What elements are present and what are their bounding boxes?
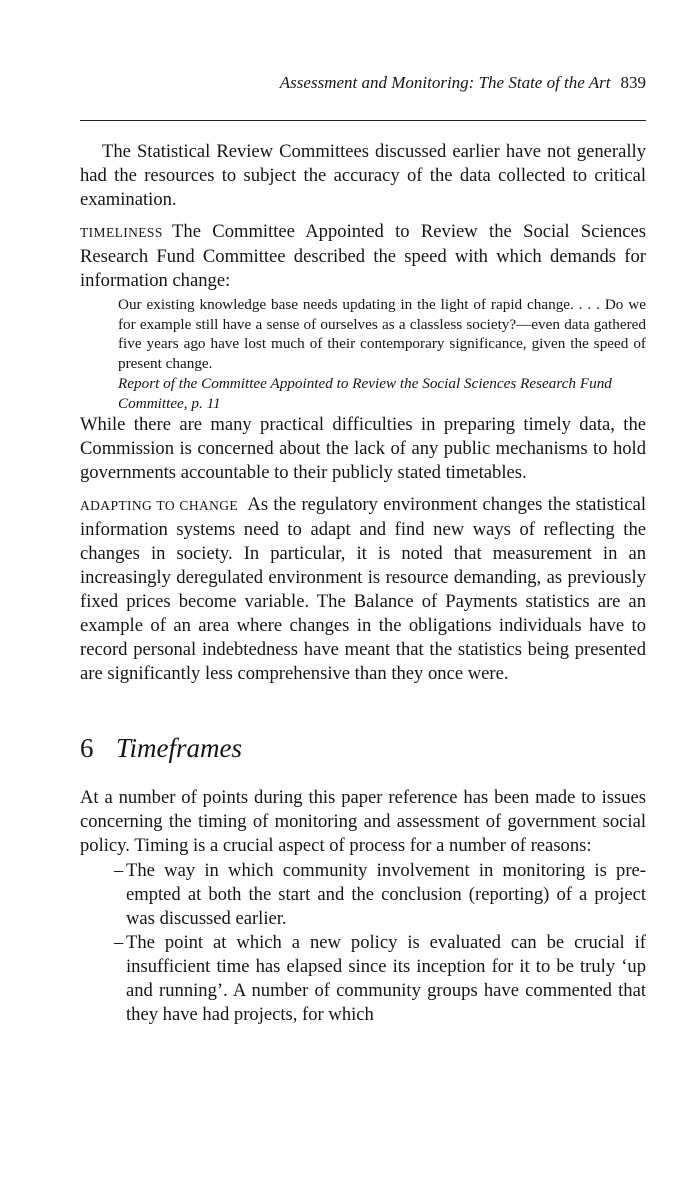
timeliness-text: The Committee Appointed to Review the Social Sciences Research Fund Committee described the speed with which demands for information change:: [80, 221, 646, 291]
dash-bullet: –: [114, 932, 124, 953]
timeliness-run-in-heading: TIMELINESS: [80, 225, 163, 240]
paragraph-timeframes-intro: At a number of points during this paper reference has been made to issues concerning the timing of monitoring and assessment of government social policy. Timing is a crucial aspect of process for a number of reasons:: [80, 787, 646, 856]
block-quote: Our existing knowledge base needs updating in the light of rapid change. . . . Do we for example still have a sense of ourselves as a classless society?—even data gathered five years ago have lost much of their contemporary significance, given the speed of present change.: [118, 296, 646, 372]
page-body: [80, 140, 646, 1027]
list-item: [114, 931, 646, 1027]
section-number: 6: [80, 733, 94, 763]
reasons-list: [114, 859, 646, 1027]
list-item: [114, 859, 646, 931]
paragraph-statistical-review: The Statistical Review Committees discussed earlier have not generally had the resources to subject the accuracy of the data collected to critical examination.: [80, 141, 646, 210]
adapting-text: As the regulatory environment changes the statistical information systems need to adapt and find new ways of reflecting the changes in society. In particular, it is noted that measurement in an increasingly deregulated environment is resource demanding, as previously fixed prices become variable. The Balance of Payments statistics are an example of an area where changes in the obligations individuals have to record personal indebtedness have meant that the statistics being presented are significantly less comprehensive than they once were.: [80, 494, 647, 684]
quote-source: Report of the Committee Appointed to Review the Social Sciences Research Fund Committee, p. 11: [118, 375, 612, 412]
paragraph-timeliness-followup: While there are many practical difficulties in preparing timely data, the Commission is concerned about the lack of any public mechanisms to hold governments accountable to their publicly stated timetables.: [80, 414, 646, 483]
dash-bullet: –: [114, 860, 124, 881]
running-header: [80, 73, 646, 93]
section-title: Timeframes: [116, 733, 243, 763]
running-title: Assessment and Monitoring: The State of the Art: [279, 73, 611, 92]
page-number: 839: [620, 73, 646, 92]
list-item-text: The point at which a new policy is evaluated can be crucial if insufficient time has elapsed since its inception for it to be truly ‘up and running’. A number of community groups have commented that they have had projects, for which: [126, 932, 646, 1025]
list-item-text: The way in which community involvement in monitoring is pre-empted at both the start and the conclusion (reporting) of a project was discussed earlier.: [126, 860, 646, 929]
paragraph-adapting: [80, 493, 646, 686]
header-rule: [80, 120, 646, 121]
paragraph-timeliness: [80, 220, 646, 293]
section-heading: [80, 732, 646, 764]
adapting-run-in-heading: ADAPTING TO CHANGE: [80, 498, 239, 513]
